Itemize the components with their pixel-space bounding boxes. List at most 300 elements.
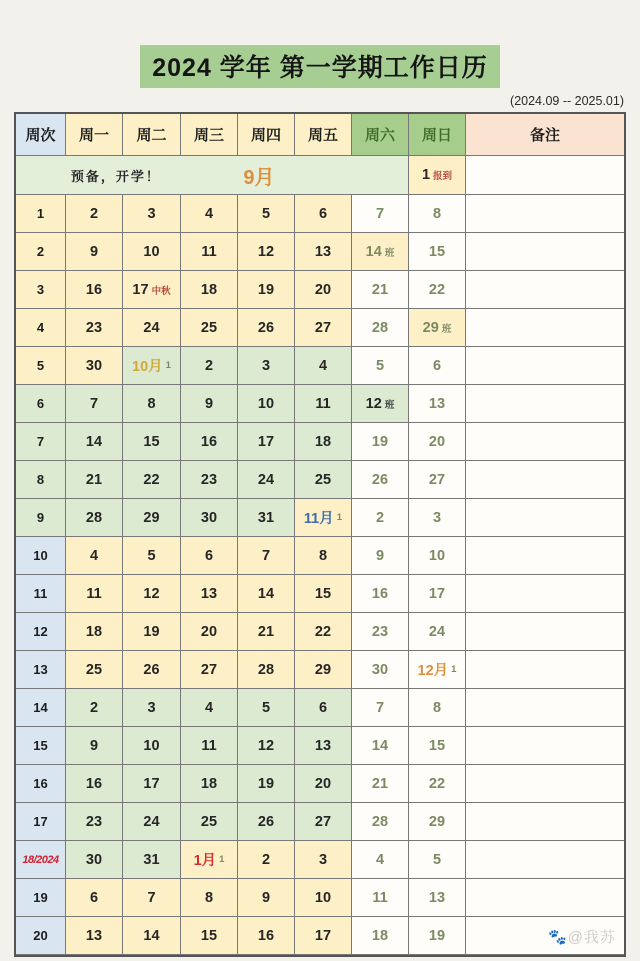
day-number: 24	[143, 319, 160, 336]
day-number: 29	[422, 319, 439, 336]
day-number: 8	[204, 889, 214, 906]
day-number: 14	[365, 243, 382, 260]
day-number: 15	[200, 927, 218, 944]
week-number-cell: 20	[16, 917, 66, 955]
day-number: 21	[257, 623, 275, 640]
day-cell	[181, 879, 238, 917]
day-cell	[352, 575, 409, 613]
day-number: 22	[314, 623, 332, 640]
day-number: 7	[261, 547, 271, 564]
day-cell	[295, 347, 352, 385]
day-cell	[409, 613, 466, 651]
day-number: 27	[314, 319, 332, 336]
day-cell	[352, 195, 409, 233]
day-cell	[295, 423, 352, 461]
day-cell	[238, 385, 295, 423]
day-cell	[123, 841, 181, 879]
note-cell	[466, 803, 624, 841]
day-annotation: 班	[441, 323, 452, 335]
day-cell	[181, 423, 238, 461]
day-number: 12	[257, 243, 275, 260]
day-number: 3	[147, 205, 156, 222]
day-number: 10	[314, 889, 332, 906]
day-number: 7	[89, 395, 99, 412]
note-cell	[466, 195, 624, 233]
day-number: 1	[421, 167, 431, 183]
week-row	[16, 803, 624, 841]
day-number: 27	[314, 813, 332, 830]
month-label-september: 9月	[243, 166, 275, 189]
day-cell	[295, 841, 352, 879]
note-cell	[466, 765, 624, 803]
day-number: 17	[143, 775, 160, 792]
week-number-cell: 6	[16, 385, 66, 423]
day-cell	[123, 271, 181, 309]
day-cell	[409, 499, 466, 537]
day-number: 24	[143, 813, 160, 830]
day-cell	[352, 385, 409, 423]
date-range: (2024.09 -- 2025.01)	[510, 94, 624, 108]
day-number: 21	[371, 775, 389, 792]
column-header: 周五	[295, 114, 352, 156]
column-header: 备注	[466, 114, 624, 156]
day-annotation: 1	[219, 854, 225, 865]
day-number: 20	[428, 433, 446, 450]
day-cell	[66, 347, 123, 385]
column-header: 周四	[238, 114, 295, 156]
day-number: 7	[375, 699, 385, 716]
day-number: 5	[261, 699, 271, 716]
day-cell	[238, 689, 295, 727]
day-number: 28	[85, 509, 103, 526]
day-number: 15	[428, 243, 446, 260]
day-number: 3	[432, 509, 442, 526]
note-cell	[466, 233, 624, 271]
day-cell	[409, 841, 466, 879]
day-number: 15	[314, 585, 332, 602]
day-cell	[66, 689, 123, 727]
day-cell	[181, 803, 238, 841]
day-cell	[123, 879, 181, 917]
day-cell	[123, 689, 181, 727]
day-number: 30	[200, 509, 218, 526]
day-number: 21	[85, 471, 103, 488]
day-number: 3	[318, 851, 328, 868]
week-row	[16, 879, 624, 917]
day-cell	[66, 385, 123, 423]
day-number: 17	[132, 281, 149, 298]
day-cell	[123, 195, 181, 233]
day-cell	[352, 271, 409, 309]
day-number: 5	[432, 851, 442, 868]
note-cell	[466, 385, 624, 423]
day-cell	[123, 575, 181, 613]
day-number: 11	[201, 243, 217, 260]
note-cell	[466, 347, 624, 385]
day-number: 16	[200, 433, 218, 450]
day-cell	[123, 423, 181, 461]
day-number: 25	[200, 813, 218, 830]
note-cell	[466, 423, 624, 461]
day-cell	[123, 385, 181, 423]
week-number-cell: 1	[16, 195, 66, 233]
day-number: 7	[375, 205, 385, 222]
day-cell	[295, 765, 352, 803]
day-number: 11	[315, 395, 331, 412]
day-cell	[123, 803, 181, 841]
week-row	[16, 461, 624, 499]
day-cell	[66, 879, 123, 917]
day-cell	[352, 727, 409, 765]
day-number: 16	[257, 927, 275, 944]
week-number-cell: 14	[16, 689, 66, 727]
day-number: 16	[85, 775, 103, 792]
day-cell	[123, 309, 181, 347]
note-cell	[466, 651, 624, 689]
day-number: 15	[428, 737, 446, 754]
day-cell	[123, 347, 181, 385]
day-number: 26	[257, 813, 275, 830]
day-number: 16	[85, 281, 103, 298]
day-number: 26	[371, 471, 389, 488]
note-cell	[466, 727, 624, 765]
day-cell	[238, 309, 295, 347]
day-cell	[238, 233, 295, 271]
day-number: 2	[89, 699, 99, 716]
day-number: 3	[261, 357, 271, 374]
day-number: 14	[257, 585, 275, 602]
day-number: 22	[428, 775, 446, 792]
day-number: 4	[204, 699, 214, 716]
day-cell	[409, 651, 466, 689]
day-number: 4	[204, 205, 214, 222]
day-number: 22	[428, 281, 446, 298]
day-cell	[238, 499, 295, 537]
week-number-cell: 10	[16, 537, 66, 575]
day-number: 14	[143, 927, 160, 944]
week-number-cell: 19	[16, 879, 66, 917]
day-cell	[409, 271, 466, 309]
note-cell	[466, 841, 624, 879]
day-number: 5	[261, 205, 271, 222]
day-cell	[66, 575, 123, 613]
day-cell	[66, 803, 123, 841]
day-cell	[66, 195, 123, 233]
day-cell	[238, 765, 295, 803]
day-cell	[295, 917, 352, 955]
day-number: 16	[371, 585, 389, 602]
note-cell	[466, 689, 624, 727]
day-number: 20	[200, 623, 218, 640]
day-number: 30	[85, 357, 103, 374]
day-annotation: 1	[165, 360, 171, 371]
day-number: 24	[428, 623, 446, 640]
day-cell	[181, 841, 238, 879]
day-cell	[295, 271, 352, 309]
day-cell	[352, 537, 409, 575]
day-cell	[181, 271, 238, 309]
note-cell	[466, 309, 624, 347]
day-cell	[181, 613, 238, 651]
day-number: 12月	[417, 663, 449, 679]
day-cell	[123, 917, 181, 955]
day-cell	[66, 917, 123, 955]
note-cell	[466, 461, 624, 499]
column-header: 周二	[123, 114, 181, 156]
day-cell	[66, 765, 123, 803]
page-title: 2024 学年 第一学期工作日历	[140, 45, 500, 88]
day-cell	[409, 347, 466, 385]
day-cell	[123, 727, 181, 765]
day-cell	[238, 575, 295, 613]
week-row	[16, 347, 624, 385]
september-banner-cell	[16, 156, 409, 195]
week-row	[16, 195, 624, 233]
day-number: 10	[143, 737, 160, 754]
day-cell	[66, 499, 123, 537]
day-cell	[66, 233, 123, 271]
day-cell	[66, 613, 123, 651]
day-cell	[352, 613, 409, 651]
day-cell	[295, 575, 352, 613]
day-number: 17	[314, 927, 332, 944]
day-number: 8	[432, 699, 442, 716]
week-number-cell: 12	[16, 613, 66, 651]
day-number: 13	[314, 737, 332, 754]
calendar-table	[14, 112, 626, 957]
day-number: 8	[147, 395, 156, 412]
day-number: 6	[318, 699, 328, 716]
day-cell	[66, 461, 123, 499]
week-row	[16, 727, 624, 765]
week-number-cell: 13	[16, 651, 66, 689]
day-cell	[352, 841, 409, 879]
day-cell	[295, 309, 352, 347]
day-number: 24	[257, 471, 275, 488]
day-number: 13	[428, 889, 446, 906]
semester-start-note: 预备，开学！	[70, 168, 161, 184]
day-number: 28	[371, 319, 389, 336]
week-row	[16, 537, 624, 575]
column-header: 周日	[409, 114, 466, 156]
day-cell	[295, 727, 352, 765]
day-number: 17	[257, 433, 275, 450]
day-cell	[238, 803, 295, 841]
day-number: 5	[147, 547, 156, 564]
day-number: 12	[143, 585, 160, 602]
day-cell	[238, 727, 295, 765]
day-number: 1月	[193, 853, 217, 869]
day-number: 2	[375, 509, 385, 526]
day-cell	[238, 841, 295, 879]
day-number: 19	[143, 623, 160, 640]
day-cell	[66, 537, 123, 575]
day-cell	[295, 537, 352, 575]
day-cell	[295, 499, 352, 537]
day-cell	[181, 499, 238, 537]
day-cell	[295, 613, 352, 651]
day-cell	[295, 195, 352, 233]
day-number: 13	[314, 243, 332, 260]
day-number: 14	[85, 433, 103, 450]
column-header: 周六	[352, 114, 409, 156]
day-cell	[409, 879, 466, 917]
week-row	[16, 233, 624, 271]
day-number: 14	[371, 737, 389, 754]
week-row	[16, 765, 624, 803]
title-wrap	[0, 0, 640, 88]
day-cell	[409, 537, 466, 575]
day-cell	[352, 499, 409, 537]
week-number-cell: 5	[16, 347, 66, 385]
day-cell	[181, 195, 238, 233]
column-header: 周次	[16, 114, 66, 156]
day-cell	[66, 309, 123, 347]
day-cell	[181, 651, 238, 689]
week-number-cell: 18/2024	[16, 841, 66, 879]
day-annotation: 1	[451, 664, 457, 675]
day-number: 12	[365, 395, 382, 412]
week-number-cell: 3	[16, 271, 66, 309]
day-cell	[238, 537, 295, 575]
day-number: 13	[200, 585, 218, 602]
day-cell	[352, 309, 409, 347]
week-row	[16, 271, 624, 309]
day-cell	[409, 195, 466, 233]
week-number-cell: 2	[16, 233, 66, 271]
day-annotation: 中秋	[151, 285, 171, 297]
day-cell	[295, 233, 352, 271]
day-number: 31	[143, 851, 160, 868]
week-row	[16, 613, 624, 651]
day-annotation: 班	[384, 247, 395, 259]
week-row	[16, 917, 624, 955]
week-row	[16, 841, 624, 879]
day-number: 29	[143, 509, 160, 526]
day-cell	[352, 423, 409, 461]
day-cell	[352, 917, 409, 955]
watermark: 🐾@我苏	[548, 929, 616, 946]
day-number: 18	[314, 433, 332, 450]
week-row	[16, 575, 624, 613]
week-number-cell: 11	[16, 575, 66, 613]
day-number: 8	[318, 547, 328, 564]
day-number: 15	[143, 433, 160, 450]
day-number: 19	[257, 281, 275, 298]
day-cell	[238, 879, 295, 917]
day-number: 26	[257, 319, 275, 336]
day-cell	[409, 385, 466, 423]
day-cell	[238, 195, 295, 233]
day-cell	[181, 461, 238, 499]
day-annotation: 班	[384, 399, 395, 411]
day-annotation: 报到	[433, 171, 453, 182]
week-row	[16, 689, 624, 727]
day-cell	[295, 651, 352, 689]
week-number-cell: 8	[16, 461, 66, 499]
header-row	[16, 114, 624, 156]
day-cell	[295, 879, 352, 917]
day-number: 12	[257, 737, 275, 754]
day-number: 11	[372, 889, 388, 906]
week-number-cell: 15	[16, 727, 66, 765]
note-cell	[466, 879, 624, 917]
day-cell	[66, 423, 123, 461]
day-annotation: 1	[336, 512, 343, 523]
day-cell	[409, 575, 466, 613]
day-number: 31	[257, 509, 275, 526]
note-cell	[466, 917, 624, 955]
day-cell	[409, 233, 466, 271]
day-cell	[295, 803, 352, 841]
day-cell	[352, 879, 409, 917]
day-cell	[409, 689, 466, 727]
day-number: 10月	[132, 359, 163, 375]
day-number: 2	[204, 357, 214, 374]
note-cell	[466, 499, 624, 537]
day-cell	[123, 537, 181, 575]
day-cell	[352, 233, 409, 271]
month-banner-row	[16, 156, 624, 195]
day-number: 4	[318, 357, 328, 374]
day-cell	[181, 727, 238, 765]
day-number: 18	[200, 775, 218, 792]
day-number: 2	[89, 205, 99, 222]
day-number: 8	[432, 205, 442, 222]
day-cell	[295, 385, 352, 423]
note-cell	[466, 613, 624, 651]
day-cell	[409, 461, 466, 499]
day-number: 25	[200, 319, 218, 336]
day-number: 9	[89, 737, 99, 754]
day-number: 20	[314, 281, 332, 298]
day-number: 17	[428, 585, 446, 602]
week-row	[16, 651, 624, 689]
day-cell	[238, 271, 295, 309]
day-cell	[181, 233, 238, 271]
day-cell	[181, 347, 238, 385]
note-cell	[466, 537, 624, 575]
day-cell	[409, 309, 466, 347]
day-number: 10	[257, 395, 275, 412]
note-cell	[466, 271, 624, 309]
day-number: 22	[143, 471, 160, 488]
day-cell	[238, 461, 295, 499]
day-number: 23	[85, 813, 103, 830]
day-cell	[181, 537, 238, 575]
day-number: 19	[257, 775, 275, 792]
week-number-cell: 4	[16, 309, 66, 347]
day-number: 4	[375, 851, 385, 868]
day-cell	[295, 461, 352, 499]
day-number: 13	[428, 395, 446, 412]
day-number: 18	[200, 281, 218, 298]
day-cell	[123, 651, 181, 689]
day-number: 30	[85, 851, 103, 868]
day-number: 26	[143, 661, 160, 678]
week-row	[16, 385, 624, 423]
day-number: 28	[371, 813, 389, 830]
day-cell	[409, 765, 466, 803]
day-number: 23	[200, 471, 218, 488]
day-cell	[409, 423, 466, 461]
day-number: 25	[314, 471, 332, 488]
day-cell	[352, 651, 409, 689]
day-number: 30	[371, 661, 389, 678]
day-cell	[181, 575, 238, 613]
column-header: 周三	[181, 114, 238, 156]
day-cell	[238, 423, 295, 461]
